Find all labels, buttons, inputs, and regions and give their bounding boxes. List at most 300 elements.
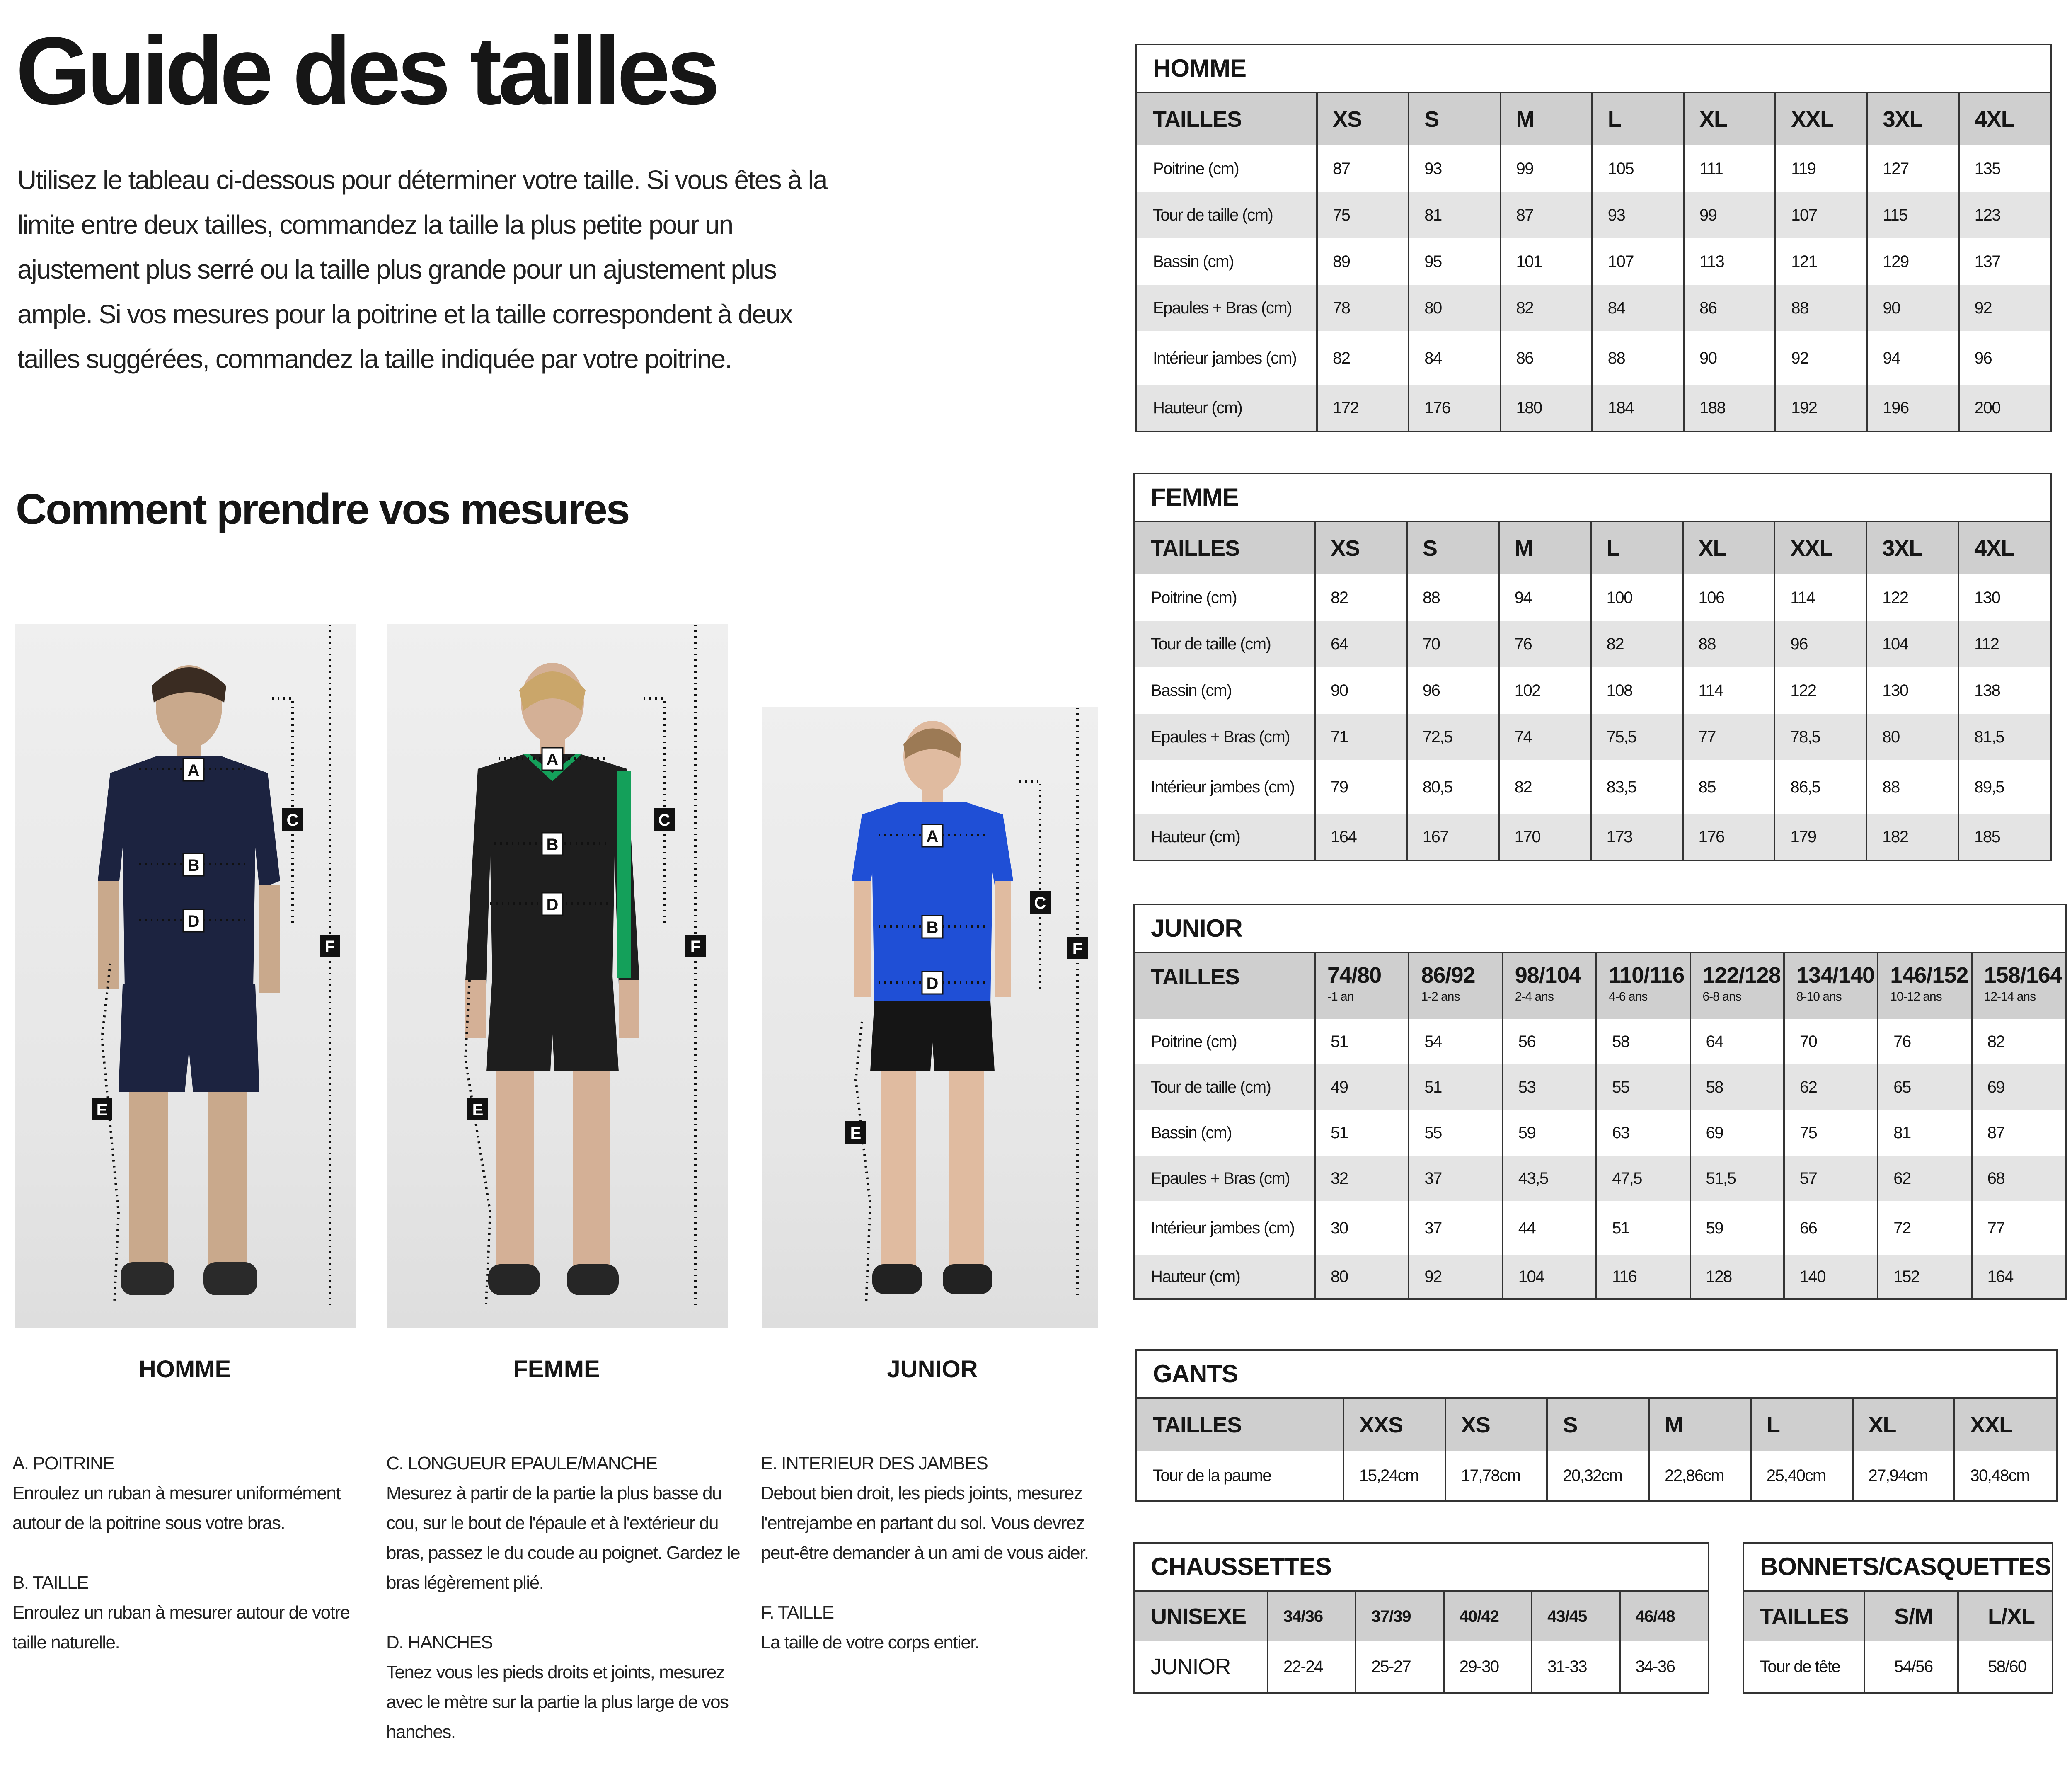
table-cell: 111: [1684, 145, 1775, 192]
table-cell: 121: [1775, 238, 1867, 285]
header-cell: S: [1409, 93, 1500, 145]
table-row: [1135, 1201, 2065, 1255]
instruction-title: C. LONGUEUR EPAULE/MANCHE: [386, 1453, 657, 1473]
header-cell: TAILLES: [1135, 953, 1315, 1019]
header-cell: TAILLES: [1744, 1592, 1864, 1641]
table-cell: 80: [1866, 714, 1958, 760]
svg-text:E: E: [850, 1124, 862, 1142]
row-label: Bassin (cm): [1135, 1110, 1315, 1156]
header-cell: XS: [1317, 93, 1409, 145]
table-cell: 84: [1409, 331, 1500, 385]
marker-f: [685, 935, 706, 957]
table-cell: 46/48: [1620, 1592, 1708, 1641]
table-cell: 55: [1596, 1064, 1690, 1110]
table-cell: 43/45: [1532, 1592, 1619, 1641]
header-cell: XS: [1445, 1399, 1547, 1451]
figure-caption-homme: HOMME: [138, 1356, 231, 1383]
table-cell: 29-30: [1444, 1641, 1532, 1692]
intro-paragraph: Utilisez le tableau ci-dessous pour déterminer votre taille. Si vous êtes à la limite entre deux tailles, commandez la taille la plus petite pour un ajustement plus serré ou la taille plus grande pour un ajustement plus ample. Si vos mesures pour la poitrine et la taille correspondent à deux tailles suggérées, commandez la taille indiquée par votre poitrine.: [17, 165, 827, 374]
table-cell: 135: [1974, 159, 2000, 178]
table-cell: 99: [1501, 145, 1592, 192]
table-cell: 122: [1866, 574, 1958, 621]
row-label: Epaules + Bras (cm): [1137, 285, 1317, 331]
header-cell: L: [1591, 522, 1683, 574]
table-cell: 102: [1499, 667, 1591, 714]
table-cell: 137: [1974, 252, 2000, 271]
table-cell: 54: [1409, 1019, 1502, 1064]
table-cell: 106: [1683, 574, 1775, 621]
table-cell: 70: [1407, 621, 1499, 667]
table-cell: 92: [1775, 331, 1867, 385]
header-cell: 3XL: [1866, 522, 1958, 574]
header-cell: [1315, 953, 1409, 1019]
table-cell: 82: [1499, 760, 1591, 814]
table-cell: 51: [1315, 1019, 1409, 1064]
marker-d: [183, 909, 204, 932]
header-cell: [1972, 953, 2065, 1019]
table-cell: 34-36: [1635, 1657, 1675, 1676]
table-cell: 85: [1683, 760, 1775, 814]
size-label: 146/152: [1890, 963, 1968, 988]
header-cell: [1690, 953, 1784, 1019]
table-cell: 69: [1690, 1110, 1784, 1156]
table-cell: 104: [1503, 1255, 1596, 1298]
instruction-title: E. INTERIEUR DES JAMBES: [761, 1453, 988, 1473]
table-header-row: [1135, 953, 2065, 1019]
table-cell: 176: [1409, 385, 1500, 431]
table-caption: CHAUSSETTES: [1135, 1544, 1708, 1592]
marker-c: [282, 808, 303, 831]
table-cell: 37/39: [1356, 1592, 1443, 1641]
table-cell: 59: [1690, 1201, 1784, 1255]
instruction-text: Debout bien droit, les pieds joints, mesurez l'entrejambe en partant du sol. Vous devrez peut-être demander à un ami de vous aider.: [761, 1483, 1089, 1563]
table-row: [1135, 1255, 2065, 1298]
age-label: 1-2 ans: [1421, 990, 1460, 1003]
table-cell: 93: [1592, 192, 1684, 238]
marker-e: [845, 1121, 866, 1144]
table-cell: 90: [1867, 285, 1959, 331]
row-label: Hauteur (cm): [1135, 814, 1315, 860]
header-cell: S: [1547, 1399, 1649, 1451]
table-cell: 94: [1867, 331, 1959, 385]
row-label: Tour de tête: [1744, 1641, 1864, 1692]
table-cell: 75,5: [1591, 714, 1683, 760]
table-cell: 182: [1866, 814, 1958, 860]
instruction-title: B. TAILLE: [12, 1573, 88, 1593]
table-caption: GANTS: [1137, 1351, 2056, 1399]
table-femme: [1133, 473, 2052, 861]
header-cell: TAILLES: [1137, 1399, 1343, 1451]
table-cell: 185: [1958, 814, 2050, 860]
table-cell: 184: [1592, 385, 1684, 431]
header-cell: [1503, 953, 1596, 1019]
size-label: 86/92: [1421, 963, 1475, 988]
table-row: [1137, 145, 2050, 192]
table-cell: 30,48cm: [1970, 1466, 2030, 1485]
table-cell: 72,5: [1407, 714, 1499, 760]
instruction-f: [761, 1598, 1117, 1658]
instruction-text: La taille de votre corps entier.: [761, 1632, 979, 1653]
figure-homme: [15, 624, 356, 1328]
table-cell: 78,5: [1774, 714, 1866, 760]
header-cell: TAILLES: [1137, 93, 1317, 145]
table-cell: 114: [1683, 667, 1775, 714]
table-cell: 31-33: [1532, 1641, 1619, 1692]
age-label: 2-4 ans: [1515, 990, 1554, 1003]
row-label: JUNIOR: [1135, 1641, 1268, 1692]
table-header-row: [1135, 522, 2050, 574]
svg-text:A: A: [187, 761, 200, 780]
table-cell: 22-24: [1268, 1641, 1356, 1692]
table-cell: 82: [1315, 574, 1407, 621]
marker-e: [92, 1098, 112, 1120]
table-cell: 107: [1775, 192, 1867, 238]
table-cell: 122: [1774, 667, 1866, 714]
size-label: 98/104: [1515, 963, 1581, 988]
table-cell: 58: [1596, 1019, 1690, 1064]
table-cell: 79: [1315, 760, 1407, 814]
table-cell: 88: [1775, 285, 1867, 331]
table-cell: 47,5: [1596, 1156, 1690, 1201]
table-cell: 96: [1407, 667, 1499, 714]
table-cell: 82: [1317, 331, 1409, 385]
svg-text:E: E: [96, 1101, 108, 1119]
table-cell: 114: [1774, 574, 1866, 621]
table-row: [1135, 1110, 2065, 1156]
table-cell: 128: [1690, 1255, 1784, 1298]
table-cell: 90: [1315, 667, 1407, 714]
instruction-b: [12, 1568, 369, 1658]
table-cell: 108: [1591, 667, 1683, 714]
header-cell: M: [1501, 93, 1592, 145]
table-cell: 15,24cm: [1343, 1451, 1445, 1500]
marker-a: [922, 824, 943, 847]
table-cell: 88: [1866, 760, 1958, 814]
header-cell: XL: [1853, 1399, 1955, 1451]
instruction-text: Enroulez un ruban à mesurer autour de votre taille naturelle.: [12, 1602, 350, 1653]
table-cell: 167: [1407, 814, 1499, 860]
table-header-row: [1137, 1399, 2056, 1451]
table-cell: 87: [1501, 192, 1592, 238]
table-cell: 116: [1596, 1255, 1690, 1298]
age-label: 4-6 ans: [1609, 990, 1648, 1003]
table-cell: 51: [1409, 1064, 1502, 1110]
table-cell: 107: [1592, 238, 1684, 285]
row-label: Poitrine (cm): [1137, 145, 1317, 192]
table-row: [1135, 1641, 1708, 1692]
svg-text:F: F: [1072, 940, 1083, 958]
header-cell: XXL: [1774, 522, 1866, 574]
marker-b: [183, 853, 204, 876]
svg-text:F: F: [690, 938, 701, 956]
table-cell: 27,94cm: [1853, 1451, 1955, 1500]
table-cell: 40/42: [1444, 1592, 1532, 1641]
page-title: Guide des tailles: [16, 17, 716, 125]
instructions-col-2: [386, 1449, 743, 1777]
header-cell: S: [1407, 522, 1499, 574]
table-cell: 25-27: [1356, 1641, 1443, 1692]
row-label: Tour de taille (cm): [1135, 621, 1315, 667]
table-caption: BONNETS/CASQUETTES: [1744, 1544, 2052, 1592]
table-caption: JUNIOR: [1135, 905, 2065, 953]
table-cell: 96: [1974, 349, 1992, 367]
instruction-d: [386, 1628, 743, 1747]
table-cell: 96: [1774, 621, 1866, 667]
table-cell: 77: [1683, 714, 1775, 760]
table-row: [1137, 285, 2050, 331]
table-row: [1135, 621, 2050, 667]
table-cell: 81,5: [1958, 714, 2050, 760]
table-cell: 80: [1315, 1255, 1409, 1298]
table-cell: 104: [1866, 621, 1958, 667]
marker-d: [922, 972, 943, 994]
size-label: 134/140: [1796, 963, 1875, 988]
table-cell: 57: [1784, 1156, 1878, 1201]
marker-c: [654, 808, 675, 831]
table-cell: 22,86cm: [1649, 1451, 1751, 1500]
table-cell: 123: [1959, 192, 2050, 238]
table-cell: 92: [1409, 1255, 1502, 1298]
marker-b: [922, 916, 943, 938]
table-cell: 86: [1501, 331, 1592, 385]
table-cell: 69: [1972, 1064, 2065, 1110]
table-cell: 20,32cm: [1547, 1451, 1649, 1500]
table-cell: 37: [1409, 1201, 1502, 1255]
table-cell: 180: [1501, 385, 1592, 431]
table-cell: 152: [1878, 1255, 1971, 1298]
table-row: [1137, 238, 2050, 285]
model-homme: [92, 625, 340, 1308]
size-label: 122/128: [1702, 963, 1781, 988]
marker-b: [542, 833, 563, 855]
header-cell: [1784, 953, 1878, 1019]
marker-e: [467, 1098, 488, 1120]
table-cell: 25,40cm: [1751, 1451, 1853, 1500]
table-cell: 44: [1503, 1201, 1596, 1255]
svg-text:E: E: [472, 1101, 484, 1119]
table-row: [1137, 192, 2050, 238]
table-cell: 71: [1315, 714, 1407, 760]
table-cell: 99: [1684, 192, 1775, 238]
table-cell: 17,78cm: [1445, 1451, 1547, 1500]
marker-a: [183, 759, 204, 781]
table-cell: 196: [1867, 385, 1959, 431]
table-cell: 89: [1317, 238, 1409, 285]
table-cell: 87: [1317, 145, 1409, 192]
table-cell: 81: [1878, 1110, 1971, 1156]
table-cell: 53: [1503, 1064, 1596, 1110]
header-cell: M: [1649, 1399, 1751, 1451]
table-cell: 89,5: [1974, 778, 2004, 796]
table-row: [1135, 667, 2050, 714]
table-cell: 51: [1315, 1110, 1409, 1156]
row-label: Hauteur (cm): [1137, 385, 1317, 431]
table-cell: 138: [1974, 681, 2000, 700]
table-cell: 62: [1784, 1064, 1878, 1110]
instruction-e: [761, 1449, 1117, 1568]
header-cell: XXL: [1954, 1399, 2056, 1451]
instruction-c: [386, 1449, 743, 1598]
table-gants: [1135, 1349, 2058, 1502]
table-cell: 51: [1596, 1201, 1690, 1255]
instructions-col-1: [12, 1449, 369, 1687]
table-cell: 86: [1684, 285, 1775, 331]
header-cell: L/XL: [1958, 1592, 2052, 1641]
table-cell: 37: [1409, 1156, 1502, 1201]
figure-junior: [762, 707, 1098, 1328]
table-cell: 64: [1690, 1019, 1784, 1064]
table-caption: FEMME: [1135, 474, 2050, 522]
header-cell: XS: [1315, 522, 1407, 574]
table-cell: 59: [1503, 1110, 1596, 1156]
table-cell: 64: [1315, 621, 1407, 667]
header-cell: [1878, 953, 1971, 1019]
table-row: [1135, 1019, 2065, 1064]
row-label: Intérieur jambes (cm): [1135, 1201, 1315, 1255]
row-label: UNISEXE: [1135, 1592, 1268, 1641]
table-row: [1137, 331, 2050, 385]
table-cell: 77: [1987, 1219, 2005, 1237]
instruction-title: A. POITRINE: [12, 1453, 114, 1473]
table-cell: 130: [1974, 588, 2000, 607]
table-cell: 30: [1315, 1201, 1409, 1255]
row-label: Intérieur jambes (cm): [1137, 331, 1317, 385]
marker-f: [1067, 937, 1088, 959]
table-cell: 119: [1775, 145, 1867, 192]
table-cell: 88: [1683, 621, 1775, 667]
table-cell: 66: [1784, 1201, 1878, 1255]
figure-caption-femme: FEMME: [513, 1356, 600, 1383]
table-row: [1135, 1156, 2065, 1201]
table-cell: 88: [1407, 574, 1499, 621]
table-cell: 81: [1409, 192, 1500, 238]
size-label: 158/164: [1984, 963, 2062, 988]
header-cell: M: [1499, 522, 1591, 574]
svg-text:B: B: [546, 836, 559, 854]
table-cell: 87: [1987, 1123, 2005, 1142]
table-cell: 94: [1499, 574, 1591, 621]
table-cell: 113: [1684, 238, 1775, 285]
table-cell: 49: [1315, 1064, 1409, 1110]
table-row: [1137, 1451, 2056, 1500]
table-cell: 34/36: [1268, 1592, 1356, 1641]
table-cell: 65: [1878, 1064, 1971, 1110]
row-label: Epaules + Bras (cm): [1135, 1156, 1315, 1201]
instruction-a: [12, 1449, 369, 1538]
table-cell: 164: [1972, 1255, 2065, 1298]
table-row: [1744, 1641, 2052, 1692]
header-cell: XL: [1684, 93, 1775, 145]
table-cell: 75: [1317, 192, 1409, 238]
table-cell: 82: [1987, 1032, 2005, 1051]
table-cell: 82: [1591, 621, 1683, 667]
svg-text:A: A: [546, 751, 559, 769]
table-row: [1135, 760, 2050, 814]
table-cell: 62: [1878, 1156, 1971, 1201]
table-homme: [1135, 44, 2052, 432]
header-cell: TAILLES: [1135, 522, 1315, 574]
instruction-text: Enroulez un ruban à mesurer uniformément autour de la poitrine sous votre bras.: [12, 1483, 341, 1533]
figure-caption-junior: JUNIOR: [887, 1356, 978, 1383]
table-cell: 93: [1409, 145, 1500, 192]
table-cell: 76: [1499, 621, 1591, 667]
table-cell: 80: [1409, 285, 1500, 331]
table-cell: 80,5: [1407, 760, 1499, 814]
svg-text:A: A: [926, 827, 939, 846]
svg-text:F: F: [324, 938, 335, 956]
table-cell: 100: [1591, 574, 1683, 621]
table-caption: HOMME: [1137, 45, 2050, 93]
table-cell: 115: [1867, 192, 1959, 238]
marker-f: [320, 935, 340, 957]
table-cell: 82: [1501, 285, 1592, 331]
table-cell: 200: [1959, 385, 2050, 431]
table-row: [1135, 814, 2050, 860]
svg-text:C: C: [286, 811, 299, 829]
header-cell: S/M: [1864, 1592, 1958, 1641]
header-cell: L: [1751, 1399, 1853, 1451]
table-cell: 76: [1878, 1019, 1971, 1064]
table-row: [1135, 1064, 2065, 1110]
age-label: 8-10 ans: [1796, 990, 1842, 1003]
svg-text:D: D: [926, 974, 939, 993]
table-row: [1135, 574, 2050, 621]
size-label: 74/80: [1327, 963, 1382, 988]
measure-section-title: Comment prendre vos mesures: [16, 485, 629, 533]
instruction-text: Mesurez à partir de la partie la plus basse du cou, sur le bout de l'épaule et à l'extérieur du bras, passez le du coude au poignet. Gardez le bras légèrement plié.: [386, 1483, 740, 1593]
svg-text:C: C: [658, 811, 670, 829]
table-cell: 83,5: [1591, 760, 1683, 814]
row-label: Poitrine (cm): [1135, 574, 1315, 621]
header-cell: [1409, 953, 1502, 1019]
row-label: Epaules + Bras (cm): [1135, 714, 1315, 760]
marker-c: [1030, 891, 1051, 914]
age-label: 6-8 ans: [1702, 990, 1741, 1003]
table-cell: 56: [1503, 1019, 1596, 1064]
row-label: Tour de taille (cm): [1135, 1064, 1315, 1110]
table-row: [1137, 385, 2050, 431]
marker-d: [542, 893, 563, 915]
table-cell: 58: [1690, 1064, 1784, 1110]
table-cell: 43,5: [1503, 1156, 1596, 1201]
instruction-title: D. HANCHES: [386, 1632, 493, 1653]
table-cell: 75: [1784, 1110, 1878, 1156]
table-header-row: [1744, 1592, 2052, 1641]
header-cell: [1596, 953, 1690, 1019]
row-label: Poitrine (cm): [1135, 1019, 1315, 1064]
age-label: 12-14 ans: [1984, 990, 2036, 1003]
table-row: [1135, 1592, 1708, 1641]
table-row: [1135, 714, 2050, 760]
age-label: -1 an: [1327, 990, 1354, 1003]
table-cell: 112: [1958, 621, 2050, 667]
table-cell: 63: [1596, 1110, 1690, 1156]
svg-text:B: B: [926, 918, 939, 937]
instructions-col-3: [761, 1449, 1117, 1687]
svg-text:D: D: [546, 896, 559, 914]
row-label: Intérieur jambes (cm): [1135, 760, 1315, 814]
table-cell: 192: [1775, 385, 1867, 431]
table-cell: 74: [1499, 714, 1591, 760]
table-cell: 54/56: [1864, 1641, 1958, 1692]
table-cell: 78: [1317, 285, 1409, 331]
table-cell: 72: [1878, 1201, 1971, 1255]
figure-femme: [387, 624, 728, 1328]
row-label: Tour de la paume: [1137, 1451, 1343, 1500]
table-junior: [1133, 904, 2067, 1300]
table-cell: 176: [1683, 814, 1775, 860]
row-label: Tour de taille (cm): [1137, 192, 1317, 238]
